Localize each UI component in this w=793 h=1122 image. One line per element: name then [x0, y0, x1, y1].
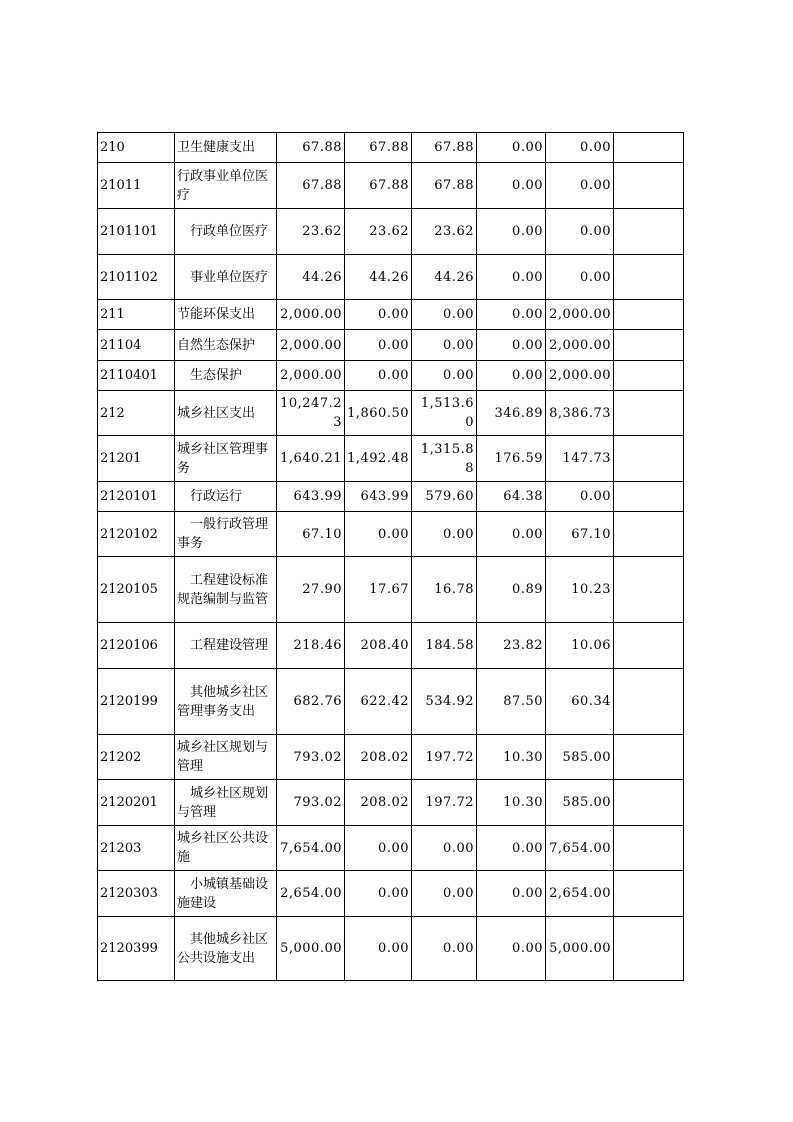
table-body [98, 133, 684, 981]
remark-cell [614, 623, 684, 669]
basic-expenditure-cell: 67.88 [345, 133, 412, 163]
table-row [98, 512, 684, 557]
subject-name-cell: 其他城乡社区公共设施支出 [175, 917, 277, 981]
subject-name-cell: 卫生健康支出 [175, 133, 277, 163]
project-expenditure-cell: 0.00 [546, 209, 614, 255]
basic-expenditure-cell: 0.00 [345, 512, 412, 557]
table-row [98, 330, 684, 361]
basic-expenditure-cell: 208.02 [345, 780, 412, 826]
table-row [98, 482, 684, 512]
project-expenditure-cell: 2,000.00 [546, 300, 614, 330]
total-cell: 643.99 [277, 482, 345, 512]
basic-expenditure-cell: 1,492.48 [345, 436, 412, 482]
total-cell: 1,640.21 [277, 436, 345, 482]
subject-code-cell: 21201 [98, 436, 175, 482]
project-expenditure-cell: 8,386.73 [546, 391, 614, 436]
personnel-cell: 0.00 [412, 300, 477, 330]
subject-name-cell: 行政运行 [175, 482, 277, 512]
personnel-cell: 0.00 [412, 826, 477, 871]
public-expense-cell: 10.30 [477, 780, 546, 826]
subject-name-cell: 行政单位医疗 [175, 209, 277, 255]
remark-cell [614, 917, 684, 981]
total-cell: 793.02 [277, 780, 345, 826]
remark-cell [614, 163, 684, 209]
table-row [98, 917, 684, 981]
table-row [98, 391, 684, 436]
total-cell: 10,247.23 [277, 391, 345, 436]
personnel-cell: 1,513.60 [412, 391, 477, 436]
subject-code-cell: 2110401 [98, 361, 175, 391]
table-row [98, 209, 684, 255]
total-cell: 44.26 [277, 255, 345, 300]
project-expenditure-cell: 60.34 [546, 669, 614, 735]
table-row [98, 871, 684, 917]
basic-expenditure-cell: 23.62 [345, 209, 412, 255]
basic-expenditure-cell: 0.00 [345, 871, 412, 917]
total-cell: 2,000.00 [277, 361, 345, 391]
subject-name-cell: 城乡社区规划与管理 [175, 780, 277, 826]
public-expense-cell: 0.00 [477, 330, 546, 361]
subject-code-cell: 2120106 [98, 623, 175, 669]
remark-cell [614, 361, 684, 391]
public-expense-cell: 346.89 [477, 391, 546, 436]
total-cell: 7,654.00 [277, 826, 345, 871]
project-expenditure-cell: 7,654.00 [546, 826, 614, 871]
table-row [98, 361, 684, 391]
basic-expenditure-cell: 208.02 [345, 735, 412, 780]
personnel-cell: 1,315.88 [412, 436, 477, 482]
total-cell: 67.88 [277, 133, 345, 163]
subject-code-cell: 2120102 [98, 512, 175, 557]
total-cell: 2,654.00 [277, 871, 345, 917]
total-cell: 27.90 [277, 557, 345, 623]
public-expense-cell: 0.00 [477, 361, 546, 391]
public-expense-cell: 0.00 [477, 300, 546, 330]
basic-expenditure-cell: 17.67 [345, 557, 412, 623]
public-expense-cell: 0.00 [477, 255, 546, 300]
personnel-cell: 0.00 [412, 917, 477, 981]
public-expense-cell: 0.00 [477, 917, 546, 981]
remark-cell [614, 133, 684, 163]
personnel-cell: 67.88 [412, 163, 477, 209]
public-expense-cell: 0.00 [477, 512, 546, 557]
remark-cell [614, 391, 684, 436]
public-expense-cell: 10.30 [477, 735, 546, 780]
remark-cell [614, 735, 684, 780]
project-expenditure-cell: 2,654.00 [546, 871, 614, 917]
subject-code-cell: 2120101 [98, 482, 175, 512]
subject-name-cell: 城乡社区公共设施 [175, 826, 277, 871]
table-row [98, 735, 684, 780]
project-expenditure-cell: 0.00 [546, 163, 614, 209]
subject-name-cell: 城乡社区规划与管理 [175, 735, 277, 780]
table-row [98, 300, 684, 330]
subject-code-cell: 210 [98, 133, 175, 163]
table-row [98, 255, 684, 300]
table-row [98, 436, 684, 482]
total-cell: 2,000.00 [277, 330, 345, 361]
basic-expenditure-cell: 622.42 [345, 669, 412, 735]
table-row [98, 133, 684, 163]
project-expenditure-cell: 585.00 [546, 735, 614, 780]
personnel-cell: 184.58 [412, 623, 477, 669]
subject-name-cell: 工程建设标准规范编制与监管 [175, 557, 277, 623]
table-row [98, 826, 684, 871]
total-cell: 67.88 [277, 163, 345, 209]
project-expenditure-cell: 147.73 [546, 436, 614, 482]
project-expenditure-cell: 10.23 [546, 557, 614, 623]
subject-name-cell: 小城镇基础设施建设 [175, 871, 277, 917]
remark-cell [614, 780, 684, 826]
subject-code-cell: 2120399 [98, 917, 175, 981]
project-expenditure-cell: 0.00 [546, 255, 614, 300]
subject-name-cell: 事业单位医疗 [175, 255, 277, 300]
public-expense-cell: 176.59 [477, 436, 546, 482]
budget-expenditure-table [97, 132, 684, 981]
total-cell: 682.76 [277, 669, 345, 735]
project-expenditure-cell: 5,000.00 [546, 917, 614, 981]
personnel-cell: 44.26 [412, 255, 477, 300]
remark-cell [614, 255, 684, 300]
project-expenditure-cell: 2,000.00 [546, 330, 614, 361]
remark-cell [614, 826, 684, 871]
subject-code-cell: 212 [98, 391, 175, 436]
total-cell: 218.46 [277, 623, 345, 669]
table-row [98, 623, 684, 669]
personnel-cell: 197.72 [412, 780, 477, 826]
remark-cell [614, 669, 684, 735]
personnel-cell: 67.88 [412, 133, 477, 163]
table-row [98, 669, 684, 735]
personnel-cell: 0.00 [412, 330, 477, 361]
basic-expenditure-cell: 0.00 [345, 826, 412, 871]
subject-code-cell: 211 [98, 300, 175, 330]
subject-name-cell: 一般行政管理事务 [175, 512, 277, 557]
subject-name-cell: 行政事业单位医疗 [175, 163, 277, 209]
total-cell: 793.02 [277, 735, 345, 780]
remark-cell [614, 330, 684, 361]
table-row [98, 780, 684, 826]
basic-expenditure-cell: 1,860.50 [345, 391, 412, 436]
subject-code-cell: 2120201 [98, 780, 175, 826]
project-expenditure-cell: 2,000.00 [546, 361, 614, 391]
remark-cell [614, 557, 684, 623]
personnel-cell: 534.92 [412, 669, 477, 735]
public-expense-cell: 64.38 [477, 482, 546, 512]
total-cell: 67.10 [277, 512, 345, 557]
total-cell: 23.62 [277, 209, 345, 255]
total-cell: 5,000.00 [277, 917, 345, 981]
public-expense-cell: 0.89 [477, 557, 546, 623]
subject-code-cell: 2120303 [98, 871, 175, 917]
remark-cell [614, 300, 684, 330]
basic-expenditure-cell: 0.00 [345, 300, 412, 330]
remark-cell [614, 436, 684, 482]
basic-expenditure-cell: 0.00 [345, 361, 412, 391]
subject-code-cell: 21203 [98, 826, 175, 871]
subject-code-cell: 2120199 [98, 669, 175, 735]
subject-name-cell: 自然生态保护 [175, 330, 277, 361]
personnel-cell: 16.78 [412, 557, 477, 623]
basic-expenditure-cell: 0.00 [345, 330, 412, 361]
remark-cell [614, 871, 684, 917]
subject-name-cell: 工程建设管理 [175, 623, 277, 669]
personnel-cell: 0.00 [412, 512, 477, 557]
remark-cell [614, 209, 684, 255]
project-expenditure-cell: 10.06 [546, 623, 614, 669]
project-expenditure-cell: 0.00 [546, 482, 614, 512]
public-expense-cell: 87.50 [477, 669, 546, 735]
subject-code-cell: 2101102 [98, 255, 175, 300]
basic-expenditure-cell: 208.40 [345, 623, 412, 669]
personnel-cell: 579.60 [412, 482, 477, 512]
project-expenditure-cell: 67.10 [546, 512, 614, 557]
basic-expenditure-cell: 643.99 [345, 482, 412, 512]
public-expense-cell: 0.00 [477, 163, 546, 209]
table-row [98, 163, 684, 209]
subject-name-cell: 城乡社区管理事务 [175, 436, 277, 482]
remark-cell [614, 512, 684, 557]
remark-cell [614, 482, 684, 512]
public-expense-cell: 0.00 [477, 209, 546, 255]
public-expense-cell: 23.82 [477, 623, 546, 669]
basic-expenditure-cell: 67.88 [345, 163, 412, 209]
subject-name-cell: 其他城乡社区管理事务支出 [175, 669, 277, 735]
subject-name-cell: 节能环保支出 [175, 300, 277, 330]
subject-code-cell: 2120105 [98, 557, 175, 623]
personnel-cell: 0.00 [412, 871, 477, 917]
subject-code-cell: 21202 [98, 735, 175, 780]
personnel-cell: 0.00 [412, 361, 477, 391]
subject-name-cell: 生态保护 [175, 361, 277, 391]
personnel-cell: 23.62 [412, 209, 477, 255]
public-expense-cell: 0.00 [477, 826, 546, 871]
personnel-cell: 197.72 [412, 735, 477, 780]
basic-expenditure-cell: 0.00 [345, 917, 412, 981]
table-row [98, 557, 684, 623]
subject-code-cell: 21011 [98, 163, 175, 209]
project-expenditure-cell: 585.00 [546, 780, 614, 826]
total-cell: 2,000.00 [277, 300, 345, 330]
subject-name-cell: 城乡社区支出 [175, 391, 277, 436]
basic-expenditure-cell: 44.26 [345, 255, 412, 300]
public-expense-cell: 0.00 [477, 871, 546, 917]
subject-code-cell: 2101101 [98, 209, 175, 255]
public-expense-cell: 0.00 [477, 133, 546, 163]
project-expenditure-cell: 0.00 [546, 133, 614, 163]
subject-code-cell: 21104 [98, 330, 175, 361]
